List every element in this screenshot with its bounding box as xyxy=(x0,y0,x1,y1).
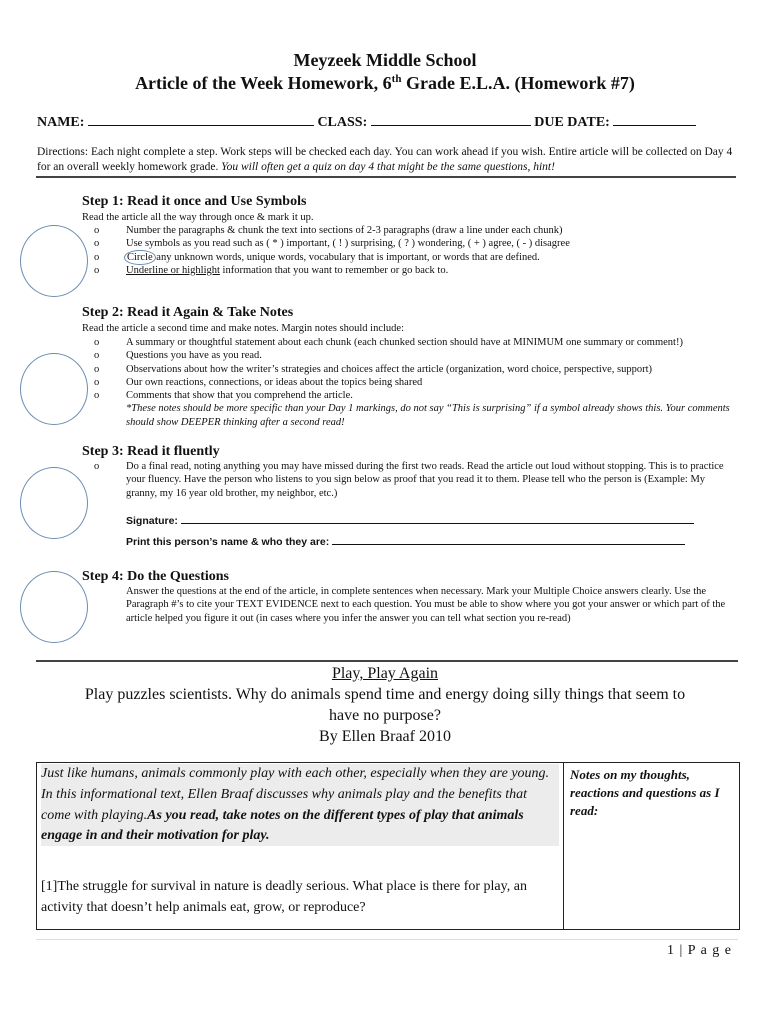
step3-check-circle xyxy=(20,467,88,539)
step1-check-circle xyxy=(20,225,88,297)
due-date-label: DUE DATE: xyxy=(534,115,610,130)
circled-word: Circle xyxy=(124,250,156,265)
print-name-row xyxy=(126,535,685,548)
step2-heading: Step 2: Read it Again & Take Notes xyxy=(82,305,294,320)
step3-bullet: o Do a final read, noting anything you may have missed during the first two reads. Read the article out loud without stopping. This is to practice your fluency. Have the person who listens to you sign below as proof that you read it to them. Please tell who the person is (Example: My granny, my 16 year old brother, my neighbor, etc.) xyxy=(126,460,736,500)
directions xyxy=(37,145,737,175)
step2-bullet: o A summary or thoughtful statement about each chunk (each chunked section should have at MINIMUM one summary or comment!) xyxy=(126,336,736,349)
step1-list xyxy=(126,224,736,277)
step4-text: Answer the questions at the end of the article, in complete sentences when necessary. Mark your Multiple Choice answers clearly. Use the Paragraph #’s to cite your TEXT EVIDENCE next to each question. You must be able to show where you got your answer or which part of the article helped you figure it out (in cases where you infer the answer you can tell what section you re-read) xyxy=(126,586,726,624)
step1-bullet xyxy=(126,251,736,264)
page-number: 1 | P a g e xyxy=(667,943,732,958)
step2-bullet: o Our own reactions, connections, or ideas about the topics being shared xyxy=(126,376,736,389)
step2-bullet: o Comments that show that you comprehend the article. xyxy=(126,389,736,402)
signature-row xyxy=(126,514,694,527)
article-intro xyxy=(41,764,559,846)
article-byline: By Ellen Braaf 2010 xyxy=(319,728,451,745)
article-subtitle-2: have no purpose? xyxy=(329,707,441,724)
article-paragraph-1: [1]The struggle for survival in nature is deadly serious. What place is there for play, an activity that doesn’t help animals eat, grow, or reproduce? xyxy=(41,879,527,915)
section-divider xyxy=(36,176,736,178)
footer-rule xyxy=(36,939,738,940)
step1-bullet xyxy=(126,264,736,277)
step1-bullet: o Number the paragraphs & chunk the text into sections of 2-3 paragraphs (draw a line under each chunk) xyxy=(126,224,736,237)
step2-list xyxy=(126,336,736,429)
article-subtitle-1: Play puzzles scientists. Why do animals spend time and energy doing silly things that seem to xyxy=(84,686,686,703)
student-info-row xyxy=(37,113,696,131)
title-post: Grade E.L.A. (Homework #7) xyxy=(401,73,635,93)
step1-bullet: o Use symbols as you read such as ( * ) important, ( ! ) surprising, ( ? ) wondering, ( + ) agree, ( - ) disagree xyxy=(126,237,736,250)
title-sup: th xyxy=(391,73,402,85)
notes-column-header: Notes on my thoughts, reactions and questions as I read: xyxy=(570,767,720,818)
signature-line[interactable] xyxy=(181,514,694,524)
step1-intro: Read the article all the way through once & mark it up. xyxy=(82,212,314,223)
assignment-title xyxy=(0,73,770,94)
print-name-label: Print this person’s name & who they are: xyxy=(126,536,330,548)
signature-label: Signature: xyxy=(126,515,178,527)
article-title: Play, Play Again xyxy=(331,665,439,682)
underlined-phrase: Underline or highlight xyxy=(126,264,220,276)
step3-list xyxy=(126,460,736,500)
step2-check-circle xyxy=(20,353,88,425)
table-column-divider xyxy=(563,762,564,930)
class-blank[interactable] xyxy=(371,113,531,126)
step1-heading: Step 1: Read it once and Use Symbols xyxy=(82,194,307,209)
intro-italic: Just like humans, animals commonly play with each other, especially when they are young. In this informational text, Ellen Braaf discusses why animals play and the benefits that come with playing. xyxy=(41,766,550,823)
print-name-line[interactable] xyxy=(332,535,685,545)
intro-bold: As you read, take notes on the different types of play that animals engage in and their motivation for play. xyxy=(41,807,524,844)
step2-intro: Read the article a second time and make notes. Margin notes should include: xyxy=(82,323,405,334)
directions-text: Directions: Each night complete a step. Work steps will be checked each day. You can work ahead if you wish. Entire article will be collected on Day 4 for an overall weekly homework grade. xyxy=(37,146,733,173)
class-label: CLASS: xyxy=(317,115,368,130)
title-pre: Article of the Week Homework, 6 xyxy=(135,73,392,93)
step4-check-circle xyxy=(20,571,88,643)
directions-hint: You will often get a quiz on day 4 that might be the same questions, hint! xyxy=(221,161,555,173)
due-date-blank[interactable] xyxy=(613,113,696,126)
step3-heading: Step 3: Read it fluently xyxy=(82,444,220,459)
name-blank[interactable] xyxy=(88,113,314,126)
step1-bullet-text: information that you want to remember or go back to. xyxy=(219,264,449,276)
step2-bullet: o Observations about how the writer’s strategies and choices affect the article (organization, word choice, perspective, support) xyxy=(126,363,736,376)
step1-bullet-text: any unknown words, unique words, vocabulary that is important, or words that are defined. xyxy=(153,251,540,263)
name-label: NAME: xyxy=(37,115,85,130)
section-divider xyxy=(36,660,738,662)
step4-heading: Step 4: Do the Questions xyxy=(82,569,230,584)
step2-note: *These notes should be more specific than your Day 1 markings, do not say “This is surprising” if a symbol already shows this. Your comments should show DEEPER thinking after a second read! xyxy=(126,403,730,428)
school-name: Meyzeek Middle School xyxy=(293,50,477,70)
step2-bullet: o Questions you have as you read. xyxy=(126,349,736,362)
